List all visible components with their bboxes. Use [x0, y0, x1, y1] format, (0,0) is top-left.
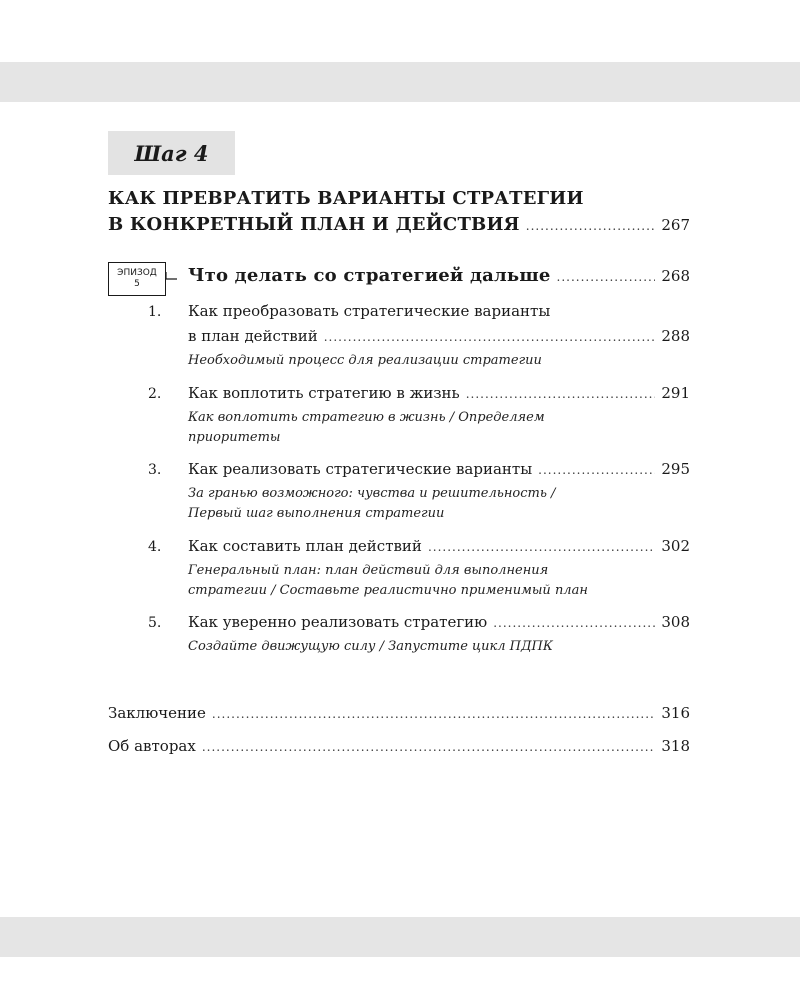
back-matter-title: Об авторах [108, 737, 196, 755]
chapter-page-number: 302 [661, 537, 690, 555]
chapter-number: 3. [148, 462, 162, 478]
chapter-page-number: 308 [661, 613, 690, 631]
step-label [108, 131, 235, 175]
toc-leader [324, 330, 656, 344]
chapter-number: 4. [148, 539, 162, 555]
toc-leader [557, 270, 656, 284]
chapter-page-number: 291 [661, 384, 690, 402]
section-page-number: 267 [661, 216, 690, 234]
toc-leader [493, 616, 655, 630]
episode-title: Что делать со стратегией дальше [188, 265, 551, 286]
chapter-entry-3[interactable] [188, 460, 690, 478]
chapter-number: 2. [148, 386, 162, 402]
chapter-entry-5[interactable] [188, 613, 690, 631]
toc-leader [526, 219, 656, 233]
back-matter-title: Заключение [108, 704, 206, 722]
back-matter-page-number: 316 [661, 704, 690, 722]
chapter-entry-4[interactable] [188, 537, 690, 555]
back-matter-page-number: 318 [661, 737, 690, 755]
header-band [0, 62, 800, 102]
toc-leader [538, 463, 655, 477]
chapter-title-line1: Как преобразовать стратегические варианты [188, 302, 551, 320]
step-label-text: Шаг 4 [134, 140, 209, 166]
episode-badge [108, 262, 166, 296]
chapter-title: Как составить план действий [188, 537, 422, 555]
back-matter-conclusion[interactable] [108, 704, 690, 722]
chapter-number: 5. [148, 615, 162, 631]
chapter-subtitle: Необходимый процесс для реализации стратегии [188, 353, 542, 368]
chapter-page-number: 295 [661, 460, 690, 478]
episode-badge-number: 5 [134, 279, 140, 289]
toc-leader [428, 540, 655, 554]
episode-entry[interactable] [188, 265, 690, 286]
toc-leader [466, 387, 656, 401]
toc-leader [212, 707, 655, 721]
chapter-page-number: 288 [661, 327, 690, 345]
back-matter-authors[interactable] [108, 737, 690, 755]
chapter-subtitle: Создайте движущую силу / Запустите цикл ПДПК [188, 639, 553, 654]
chapter-title-line2: в план действий [188, 327, 318, 345]
chapter-subtitle: Генеральный план: план действий для выполнения стратегии / Составьте реалистично применимый план [188, 563, 588, 598]
chapter-title: Как уверенно реализовать стратегию [188, 613, 488, 631]
toc-leader [202, 740, 656, 754]
chapter-subtitle: За гранью возможного: чувства и решительность / Первый шаг выполнения стратегии [188, 486, 556, 521]
episode-badge-label: ЭПИЗОД [117, 268, 157, 278]
chapter-number: 1. [148, 304, 162, 320]
chapter-entry-2[interactable] [188, 384, 690, 402]
section-title-entry[interactable] [108, 214, 690, 235]
episode-pointer-icon [165, 270, 179, 288]
chapter-entry-1[interactable] [188, 327, 690, 345]
section-title-line2: В КОНКРЕТНЫЙ ПЛАН И ДЕЙСТВИЯ [108, 214, 520, 235]
footer-band [0, 917, 800, 957]
section-title-line1: КАК ПРЕВРАТИТЬ ВАРИАНТЫ СТРАТЕГИИ [108, 188, 584, 209]
episode-page-number: 268 [661, 267, 690, 285]
chapter-subtitle: Как воплотить стратегию в жизнь / Определяем приоритеты [188, 410, 545, 445]
chapter-title: Как реализовать стратегические варианты [188, 460, 533, 478]
chapter-title: Как воплотить стратегию в жизнь [188, 384, 460, 402]
